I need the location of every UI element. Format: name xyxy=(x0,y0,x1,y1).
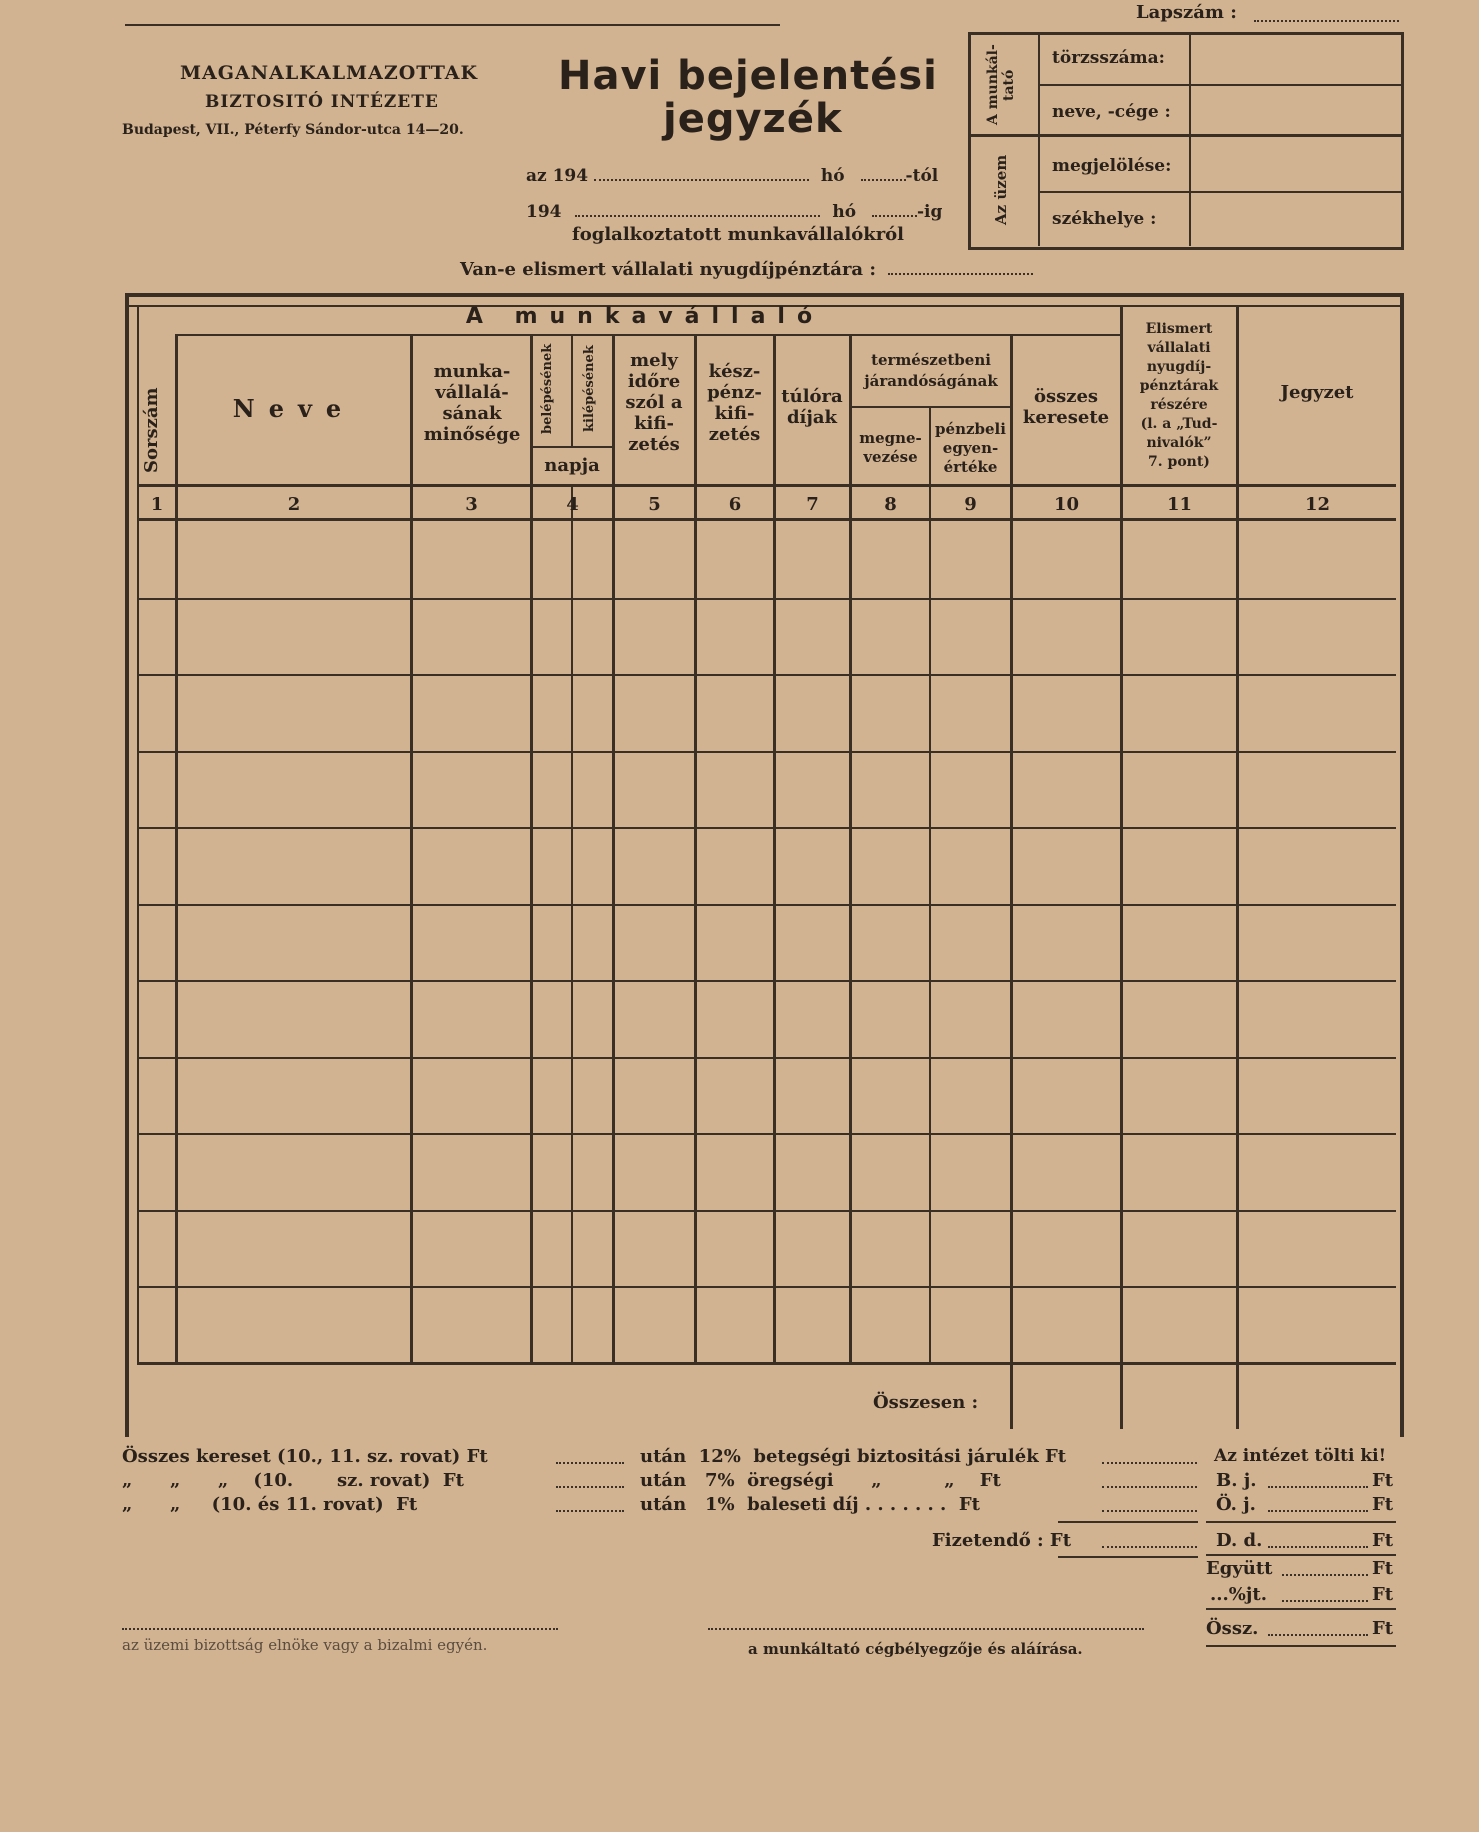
osszesen-label: Összesen : xyxy=(873,1392,979,1413)
subject-text: foglalkoztatott munkavállalókról xyxy=(572,224,905,245)
period-to-line xyxy=(526,201,942,222)
col-number: 2 xyxy=(287,494,301,515)
org-address: Budapest, VII., Péterfy Sándor-utca 14—20. xyxy=(122,122,464,138)
bj-field[interactable] xyxy=(1268,1472,1368,1492)
col-number: 9 xyxy=(964,494,977,515)
footer-row2-amount1[interactable] xyxy=(556,1472,624,1492)
lapszam-label: Lapszám : xyxy=(1136,2,1237,23)
table-row-line xyxy=(137,980,1396,982)
bj-ft: Ft xyxy=(1372,1470,1394,1491)
period-to-day-field[interactable] xyxy=(872,201,917,217)
col-number: 10 xyxy=(1053,494,1080,515)
sig-left-line[interactable] xyxy=(122,1618,558,1630)
neve-cege-field[interactable] xyxy=(1191,86,1396,134)
period-from-year-field[interactable] xyxy=(594,165,809,181)
footer-row2-left: „ „ „ (10. sz. rovat) Ft xyxy=(122,1470,464,1491)
period-from-day-field[interactable] xyxy=(861,165,906,181)
footer-row3-mid: után 1% baleseti díj . . . . . . . Ft xyxy=(640,1494,980,1515)
form-title-line2: jegyzék xyxy=(663,96,843,142)
table-row-line xyxy=(137,674,1396,676)
szekhelye-field[interactable] xyxy=(1191,193,1396,243)
table-row-line xyxy=(137,827,1396,829)
col-neve-header: Neve xyxy=(232,394,356,423)
institute-fills-label: Az intézet tölti ki! xyxy=(1214,1446,1387,1466)
footer-row3-amount2[interactable] xyxy=(1102,1496,1197,1516)
col-kilepesenek-header: kilépésének xyxy=(582,345,597,433)
col-elismert-header: Elismert vállalati nyugdíj- pénztárak részére (l. a „Tud- nivalók” 7. pont) xyxy=(1139,321,1219,470)
org-name-line1: MAGANALKALMAZOTTAK xyxy=(180,62,479,84)
period-to-field[interactable] xyxy=(575,201,820,217)
pension-question: Van-e elismert vállalati nyugdíjpénztára : xyxy=(460,259,876,280)
megjelolese-label: megjelölése: xyxy=(1052,156,1172,176)
sig-right-caption: a munkáltató cégbélyegzője és aláírása. xyxy=(748,1640,1083,1658)
footer-row3-left: „ „ (10. és 11. rovat) Ft xyxy=(122,1494,418,1515)
lapszam-field[interactable] xyxy=(1254,6,1399,26)
footer-row1-amount1[interactable] xyxy=(556,1448,624,1468)
footer-row2-amount2[interactable] xyxy=(1102,1472,1197,1492)
footer-row1-amount2[interactable] xyxy=(1102,1448,1197,1468)
oj-label: Ö. j. xyxy=(1216,1494,1256,1515)
sig-right-line[interactable] xyxy=(708,1618,1144,1630)
bj-label: B. j. xyxy=(1216,1470,1257,1491)
col-megnevezese-header: megne- vezése xyxy=(859,429,922,466)
col-number: 3 xyxy=(465,494,478,515)
col-number: 1 xyxy=(150,494,164,515)
dd-ft: Ft xyxy=(1372,1530,1394,1551)
pct-field[interactable] xyxy=(1282,1586,1368,1606)
col-penzbeli-header: pénzbeli egyen- értéke xyxy=(935,420,1006,476)
col-sorszam-header: Sorszám xyxy=(141,387,162,473)
employer-group-label: A munkál-tató xyxy=(985,44,1017,126)
col-napja-header: napja xyxy=(544,455,600,476)
pct-label: ...%jt. xyxy=(1210,1584,1267,1605)
form-title-line1: Havi bejelentési xyxy=(558,53,938,99)
table-row-line xyxy=(137,1133,1396,1135)
neve-cege-label: neve, -cége : xyxy=(1052,102,1171,122)
col-belepesenek-header: belépésének xyxy=(540,343,555,435)
col-jegyzet-header: Jegyzet xyxy=(1280,382,1354,403)
period-to-ho: hó xyxy=(832,202,857,222)
org-name-line2: BIZTOSITÓ INTÉZETE xyxy=(205,92,439,112)
egyutt-ft: Ft xyxy=(1372,1558,1394,1579)
torzsszama-label: törzsszáma: xyxy=(1052,48,1165,68)
plant-group-label: Az üzem xyxy=(992,154,1010,226)
table-row-line xyxy=(137,904,1396,906)
pct-ft: Ft xyxy=(1372,1584,1394,1605)
col-tulora-header: túlóra díjak xyxy=(781,386,843,428)
period-from-prefix: az 194 xyxy=(526,166,589,186)
dd-field[interactable] xyxy=(1268,1532,1368,1552)
torzsszama-field[interactable] xyxy=(1191,36,1396,84)
table-row-line xyxy=(137,598,1396,600)
footer-row1-mid: után 12% betegségi biztositási járulék Ft xyxy=(640,1446,1067,1467)
col-number: 12 xyxy=(1304,494,1331,515)
osszesen-nyugdij-field[interactable] xyxy=(1123,1366,1236,1426)
col-termeszetbeni-header: természetbeni járandóságának xyxy=(864,351,998,390)
pension-question-line xyxy=(460,259,1033,280)
table-row-line xyxy=(137,1057,1396,1059)
fizetendo-label: Fizetendő : Ft xyxy=(932,1530,1072,1551)
col-number: 11 xyxy=(1166,494,1193,515)
period-from-line xyxy=(526,165,938,186)
table-row-line xyxy=(137,1210,1396,1212)
col-number: 8 xyxy=(884,494,897,515)
megjelolese-field[interactable] xyxy=(1191,137,1396,191)
table-row-line xyxy=(137,751,1396,753)
oj-field[interactable] xyxy=(1268,1496,1368,1516)
sig-left-caption: az üzemi bizottság elnöke vagy a bizalmi egyén. xyxy=(122,1636,488,1654)
period-to-suffix: -ig xyxy=(916,202,943,222)
ossz-ft: Ft xyxy=(1372,1618,1394,1639)
egyutt-field[interactable] xyxy=(1282,1560,1368,1580)
table-row-line xyxy=(137,1286,1396,1288)
footer-row1-left: Összes kereset (10., 11. sz. rovat) Ft xyxy=(122,1446,488,1467)
col-minosege-header: munka- vállalá- sának minősége xyxy=(423,361,521,445)
period-from-ho: hó xyxy=(820,166,845,186)
col-number: 7 xyxy=(806,494,819,515)
period-from-suffix: -tól xyxy=(905,166,939,186)
footer-row2-mid: után 7% öregségi „ „ Ft xyxy=(640,1470,1001,1491)
osszesen-kereset-field[interactable] xyxy=(1013,1366,1120,1426)
col-keszpenz-header: kész- pénz- kifi- zetés xyxy=(707,361,762,445)
oj-ft: Ft xyxy=(1372,1494,1394,1515)
col-number: 4 xyxy=(566,494,579,515)
col-number: 5 xyxy=(648,494,661,515)
szekhelye-label: székhelye : xyxy=(1052,209,1157,229)
ossz-label: Össz. xyxy=(1206,1618,1259,1639)
footer-row3-amount1[interactable] xyxy=(556,1496,624,1516)
group-header-munkavallalo: A munkavállaló xyxy=(465,304,825,329)
egyutt-label: Együtt xyxy=(1206,1558,1273,1579)
fizetendo-field[interactable] xyxy=(1102,1532,1197,1552)
pension-answer-field[interactable] xyxy=(888,259,1033,275)
ossz-field[interactable] xyxy=(1268,1620,1368,1640)
period-to-prefix: 194 xyxy=(526,202,562,222)
dd-label: D. d. xyxy=(1216,1530,1263,1551)
col-osszes-kereset-header: összes keresete xyxy=(1022,386,1110,428)
col-mely-idore-header: mely időre szól a kifi- zetés xyxy=(625,350,683,455)
col-number: 6 xyxy=(728,494,742,515)
